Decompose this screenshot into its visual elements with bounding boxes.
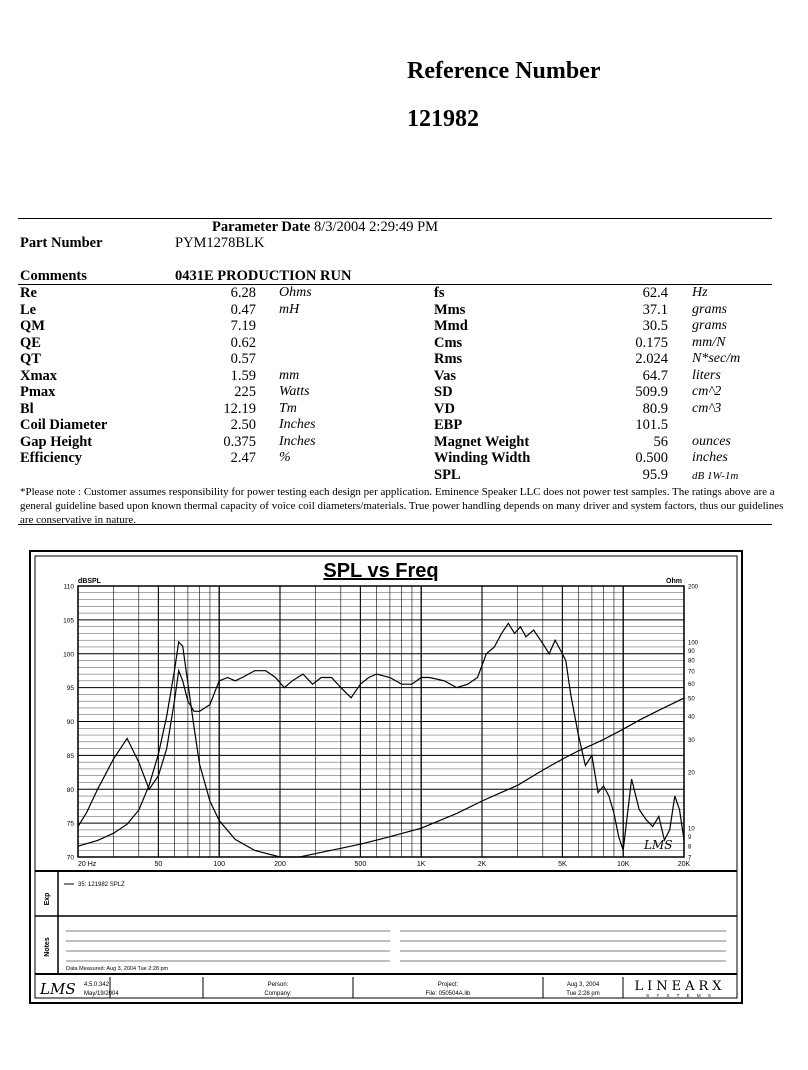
param-unit: % bbox=[279, 450, 291, 465]
param-unit: cm^3 bbox=[692, 400, 722, 416]
param-label: Mms bbox=[434, 301, 466, 318]
company-label: Company: bbox=[264, 991, 292, 997]
param-label: Vas bbox=[434, 367, 457, 384]
param-value: 225 bbox=[234, 384, 256, 400]
linearx-brand-sub: S Y S T E M S bbox=[646, 993, 714, 998]
param-label: SD bbox=[434, 384, 453, 400]
reference-number: 121982 bbox=[407, 106, 479, 132]
chart-frame bbox=[30, 551, 742, 1003]
file-label: File: 050504A.lib bbox=[425, 991, 471, 997]
param-unit: Watts bbox=[279, 384, 310, 399]
param-label: Coil Diameter bbox=[20, 417, 108, 433]
param-label: Winding Width bbox=[434, 450, 531, 466]
y2-tick-label: 9 bbox=[688, 835, 692, 842]
project-label: Project: bbox=[437, 982, 459, 988]
param-value: 7.19 bbox=[230, 318, 256, 334]
comments-value: 0431E PRODUCTION RUN bbox=[175, 268, 352, 284]
param-unit: grams bbox=[692, 301, 728, 317]
comments-label: Comments bbox=[20, 268, 87, 284]
parameter-date bbox=[212, 219, 438, 236]
param-value: 80.9 bbox=[642, 400, 668, 417]
parameter-date-label: Parameter Date bbox=[212, 219, 311, 235]
y2-tick-label: 7 bbox=[688, 855, 692, 862]
param-value: 37.1 bbox=[642, 301, 668, 318]
param-unit: liters bbox=[692, 367, 721, 383]
param-value: 2.024 bbox=[635, 351, 668, 367]
param-unit: Tm bbox=[279, 400, 297, 416]
x-tick-label: 20K bbox=[677, 861, 691, 868]
param-value: 0.62 bbox=[230, 334, 256, 351]
param-label: Mmd bbox=[434, 318, 468, 334]
version-date: May/19/2004 bbox=[84, 991, 119, 997]
y2-tick-label: 30 bbox=[688, 737, 695, 744]
param-value: 12.19 bbox=[223, 400, 256, 417]
y2-tick-label: 90 bbox=[688, 649, 695, 656]
param-value: 0.57 bbox=[230, 351, 256, 367]
reference-heading: Reference Number bbox=[407, 58, 601, 84]
param-value: 0.375 bbox=[223, 433, 256, 450]
param-label: Xmax bbox=[20, 367, 58, 384]
param-label: Gap Height bbox=[20, 433, 93, 450]
legend-entry: 35: 121982 SPLZ bbox=[78, 882, 125, 888]
x-tick-label: 1K bbox=[416, 861, 426, 868]
notes-label: Notes bbox=[44, 937, 51, 957]
param-value: 30.5 bbox=[642, 318, 668, 334]
y-tick-label: 105 bbox=[63, 617, 74, 625]
param-value: 6.28 bbox=[230, 285, 256, 301]
param-value: 1.59 bbox=[230, 367, 256, 384]
lms-handwritten-mark: LMS bbox=[644, 838, 673, 852]
x-tick-label: 20 Hz bbox=[78, 861, 97, 868]
power-note: *Please note : Customer assumes responsibility for power testing each design per application. Eminence Speaker LLC does not power test samples. The ratings above are a general guideline based upon known thermal capacity of voice coil diameters/materials. True power handling depends on many driver and system factors, thus our guidelines are conservative in nature. bbox=[20, 486, 784, 526]
param-value: 0.47 bbox=[230, 301, 256, 318]
bottom-rule bbox=[18, 524, 772, 525]
chart-title: SPL vs Freq bbox=[323, 560, 439, 582]
y-tick-label: 70 bbox=[66, 854, 74, 862]
y-axis-label: dBSPL bbox=[78, 578, 101, 585]
y2-tick-label: 200 bbox=[688, 584, 699, 591]
param-label: QM bbox=[20, 318, 45, 334]
param-unit: mm bbox=[279, 367, 300, 383]
param-unit: ounces bbox=[692, 433, 731, 449]
y2-tick-label: 40 bbox=[688, 714, 695, 721]
y-tick-label: 80 bbox=[66, 786, 74, 794]
param-label: Efficiency bbox=[20, 450, 83, 466]
lms-logo: LMS bbox=[40, 980, 76, 998]
param-label: VD bbox=[434, 400, 455, 417]
param-label: fs bbox=[434, 285, 445, 301]
y2-tick-label: 10 bbox=[688, 826, 695, 833]
param-value: 0.500 bbox=[635, 450, 668, 466]
linearx-brand: LINEARX bbox=[634, 979, 726, 994]
param-value: 2.47 bbox=[230, 450, 256, 466]
x-tick-label: 500 bbox=[354, 861, 367, 868]
y-tick-label: 90 bbox=[66, 719, 74, 726]
param-unit: Inches bbox=[279, 417, 316, 432]
y2-axis-label: Ohm bbox=[666, 578, 682, 585]
param-unit: grams bbox=[692, 318, 728, 333]
param-value: 0.175 bbox=[635, 334, 668, 351]
y2-tick-label: 100 bbox=[688, 640, 699, 647]
param-value: 509.9 bbox=[635, 384, 668, 400]
y2-tick-label: 8 bbox=[688, 844, 692, 851]
person-label: Person: bbox=[267, 982, 289, 988]
data-measured: Data Measured: Aug 3, 2004 Tue 2:28 pm bbox=[66, 966, 169, 972]
part-number-value: PYM1278BLK bbox=[175, 235, 265, 251]
param-value: 2.50 bbox=[230, 417, 256, 433]
param-unit: Ohms bbox=[279, 285, 312, 300]
param-label: Cms bbox=[434, 334, 463, 351]
x-tick-label: 200 bbox=[274, 861, 286, 868]
x-tick-label: 5K bbox=[558, 861, 567, 868]
param-unit: Inches bbox=[279, 433, 316, 449]
param-unit: mH bbox=[279, 301, 300, 317]
param-label: QE bbox=[20, 334, 41, 351]
param-label: QT bbox=[20, 351, 41, 367]
footer-date: Aug 3, 2004 bbox=[566, 982, 600, 988]
param-unit: Hz bbox=[692, 285, 708, 300]
version: 4.5.0.342 bbox=[84, 982, 110, 988]
x-tick-label: 10K bbox=[616, 861, 630, 868]
param-value: 64.7 bbox=[642, 367, 668, 384]
param-label: Le bbox=[20, 301, 37, 318]
param-value: 95.9 bbox=[642, 466, 668, 483]
param-unit: inches bbox=[692, 450, 728, 465]
footer-time: Tue 2:28 pm bbox=[566, 991, 600, 997]
y-tick-label: 100 bbox=[63, 651, 74, 659]
x-tick-label: 2K bbox=[477, 861, 487, 868]
x-tick-label: 100 bbox=[213, 861, 226, 868]
y-tick-label: 75 bbox=[66, 820, 74, 828]
param-label: Re bbox=[20, 285, 37, 301]
y-tick-label: 85 bbox=[66, 752, 74, 760]
param-label: Pmax bbox=[20, 384, 56, 400]
y2-tick-label: 20 bbox=[688, 770, 695, 777]
part-number-label: Part Number bbox=[20, 235, 103, 251]
param-unit: N*sec/m bbox=[692, 351, 741, 366]
param-unit: dB 1W-1m bbox=[692, 469, 739, 482]
param-unit: mm/N bbox=[692, 334, 726, 350]
param-unit: cm^2 bbox=[692, 384, 722, 399]
x-tick-label: 50 bbox=[154, 861, 163, 868]
parameter-date-value: 8/3/2004 2:29:49 PM bbox=[313, 219, 439, 235]
param-label: Bl bbox=[20, 400, 34, 417]
param-label: Magnet Weight bbox=[434, 433, 530, 450]
param-value: 62.4 bbox=[642, 285, 668, 301]
y2-tick-label: 60 bbox=[688, 681, 695, 688]
y2-tick-label: 70 bbox=[688, 669, 695, 676]
param-label: SPL bbox=[434, 466, 461, 483]
param-label: Rms bbox=[434, 351, 463, 367]
param-label: EBP bbox=[434, 417, 463, 433]
y2-tick-label: 80 bbox=[688, 658, 695, 665]
chart-inner-frame bbox=[35, 556, 737, 998]
y-tick-label: 110 bbox=[63, 583, 74, 591]
spl-curve bbox=[78, 623, 684, 850]
y2-tick-label: 50 bbox=[688, 696, 695, 703]
y-tick-label: 95 bbox=[66, 685, 74, 693]
param-value: 101.5 bbox=[635, 417, 668, 433]
spl-frequency-chart bbox=[28, 549, 744, 1005]
impedance-curve bbox=[78, 642, 684, 857]
exp-label: Exp bbox=[44, 892, 51, 906]
param-value: 56 bbox=[653, 433, 668, 450]
